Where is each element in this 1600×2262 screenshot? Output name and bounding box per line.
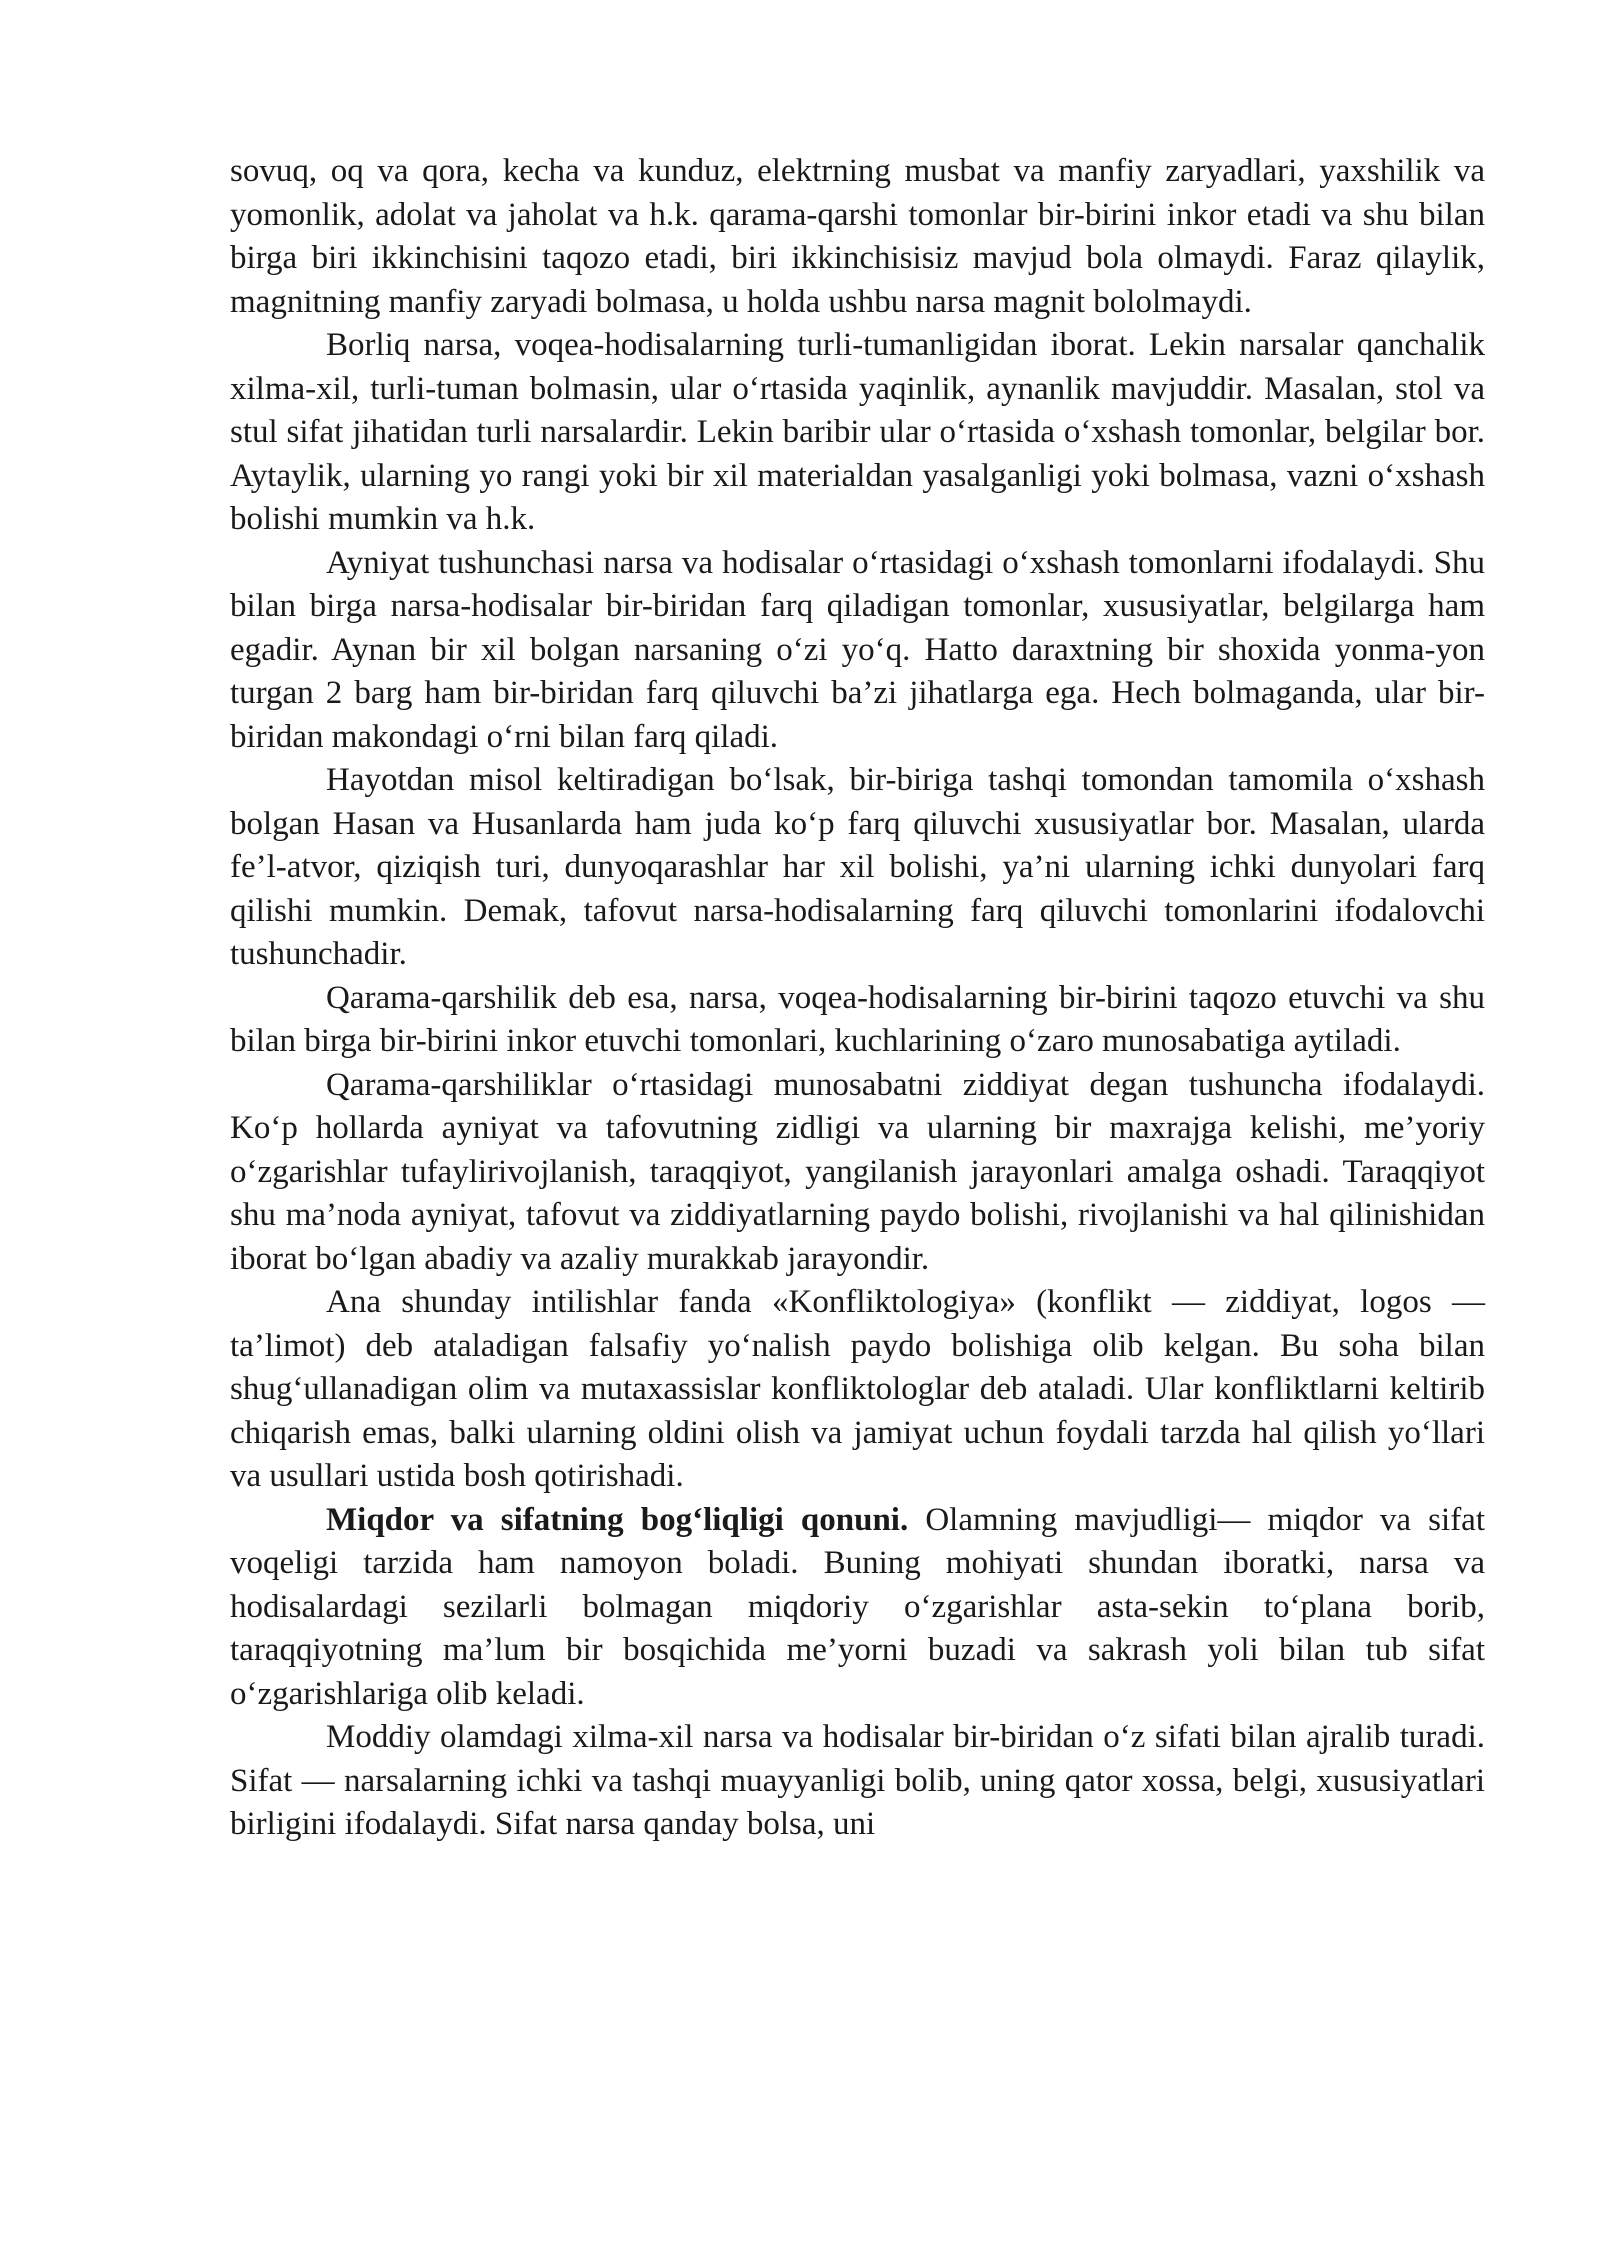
paragraph-quality-definition: Moddiy olamdagi xilma-xil narsa va hodisalar bir-biridan o‘z sifati bilan ajralib turadi. Sifat — narsalarning ichki va tashqi muayyanligi bolib, uning qator xossa, belgi, xususiyatlari birligini ifodalaydi. Sifat narsa qanday bolsa, uni <box>230 1719 1485 1842</box>
law-body: Olamning mavjudligi— miqdor va sifat voqeligi tarzida ham namoyon boladi. Buning mohiyati shundan iboratki, narsa va hodisalardagi sezilarli bolmagan miqdoriy o‘zgarishlar asta-sekin to‘plana borib, taraqqiyotning ma’lum bir bosqichida me’yorni buzadi va sakrash yoli bilan tub sifat o‘zgarishlariga olib keladi. <box>230 1501 1485 1712</box>
paragraph-contradiction-relations: Qarama-qarshiliklar o‘rtasidagi munosabatni ziddiyat degan tushuncha ifodalaydi. Ko‘p hollarda ayniyat va tafovutning zidligi va ularning bir maxrajga kelishi, me’yoriy o‘zgarishlar tufaylirivojlanish, taraqqiyot, yangilanish jarayonlari amalga oshadi. Taraqqiyot shu ma’noda ayniyat, tafovut va ziddiyatlarning paydo bolishi, rivojlanishi va hal qilinishidan iborat bo‘lgan abadiy va azaliy murakkab jarayondir. <box>230 1066 1485 1277</box>
paragraph-opposites: sovuq, oq va qora, kecha va kunduz, elektrning musbat va manfiy zaryadlari, yaxshilik va yomonlik, adolat va jaholat va h.k. qarama-qarshi tomonlar bir-birini inkor etadi va shu bilan birga biri ikkinchisini taqozo etadi, biri ikkinchisisiz mavjud bola olmaydi. Faraz qilaylik, magnitning manfiy zaryadi bolmasa, u holda ushbu narsa magnit bololmaydi. <box>230 153 1485 320</box>
paragraph-conflictology: Ana shunday intilishlar fanda «Konfliktologiya» (konflikt — ziddiyat, logos — ta’limot) deb ataladigan falsafiy yo‘nalish paydo bolishiga olib kelgan. Bu soha bilan shug‘ullanadigan olim va mutaxassislar konfliktologlar deb ataladi. Ular konfliktlarni keltirib chiqarish emas, balki ularning oldini olish va jamiyat uchun foydali tarzda hal qilish yo‘llari va usullari ustida bosh qotirishadi. <box>230 1284 1485 1494</box>
paragraph-identity-concept: Ayniyat tushunchasi narsa va hodisalar o‘rtasidagi o‘xshash tomonlarni ifodalaydi. Shu bilan birga narsa-hodisalar bir-biridan farq qiladigan tomonlar, xususiyatlar, belgilarga ham egadir. Aynan bir xil bolgan narsaning o‘zi yo‘q. Hatto daraxtning bir shoxida yonma-yon turgan 2 barg ham bir-biridan farq qiluvchi ba’zi jihatlarga ega. Hech bolmaganda, ular bir-biridan makondagi o‘rni bilan farq qiladi. <box>230 544 1485 755</box>
paragraph-quantity-quality-law <box>230 1499 1485 1717</box>
law-heading: Miqdor va sifatning bog‘liqligi qonuni. <box>326 1501 909 1538</box>
paragraph-difference-example: Hayotdan misol keltiradigan bo‘lsak, bir-biriga tashqi tomondan tamomila o‘xshash bolgan Hasan va Husanlarda ham juda ko‘p farq qiluvchi xususiyatlar bor. Masalan, ularda fe’l-atvor, qiziqish turi, dunyoqarashlar har xil bolishi, ya’ni ularning ichki dunyolari farq qilishi mumkin. Demak, tafovut narsa-hodisalarning farq qiluvchi tomonlarini ifodalovchi tushunchadir. <box>230 762 1485 972</box>
paragraph-contradiction-definition: Qarama-qarshilik deb esa, narsa, voqea-hodisalarning bir-birini taqozo etuvchi va shu bilan birga bir-birini inkor etuvchi tomonlari, kuchlarining o‘zaro munosabatiga aytiladi. <box>230 979 1485 1059</box>
document-page <box>230 150 1485 1847</box>
paragraph-identity-diversity: Borliq narsa, voqea-hodisalarning turli-tumanligidan iborat. Lekin narsalar qanchalik xilma-xil, turli-tuman bolmasin, ular o‘rtasida yaqinlik, aynanlik mavjuddir. Masalan, stol va stul sifat jihatidan turli narsalardir. Lekin baribir ular o‘rtasida o‘xshash tomonlar, belgilar bor. Aytaylik, ularning yo rangi yoki bir xil materialdan yasalganligi yoki bolmasa, vazni o‘xshash bolishi mumkin va h.k. <box>230 327 1485 537</box>
